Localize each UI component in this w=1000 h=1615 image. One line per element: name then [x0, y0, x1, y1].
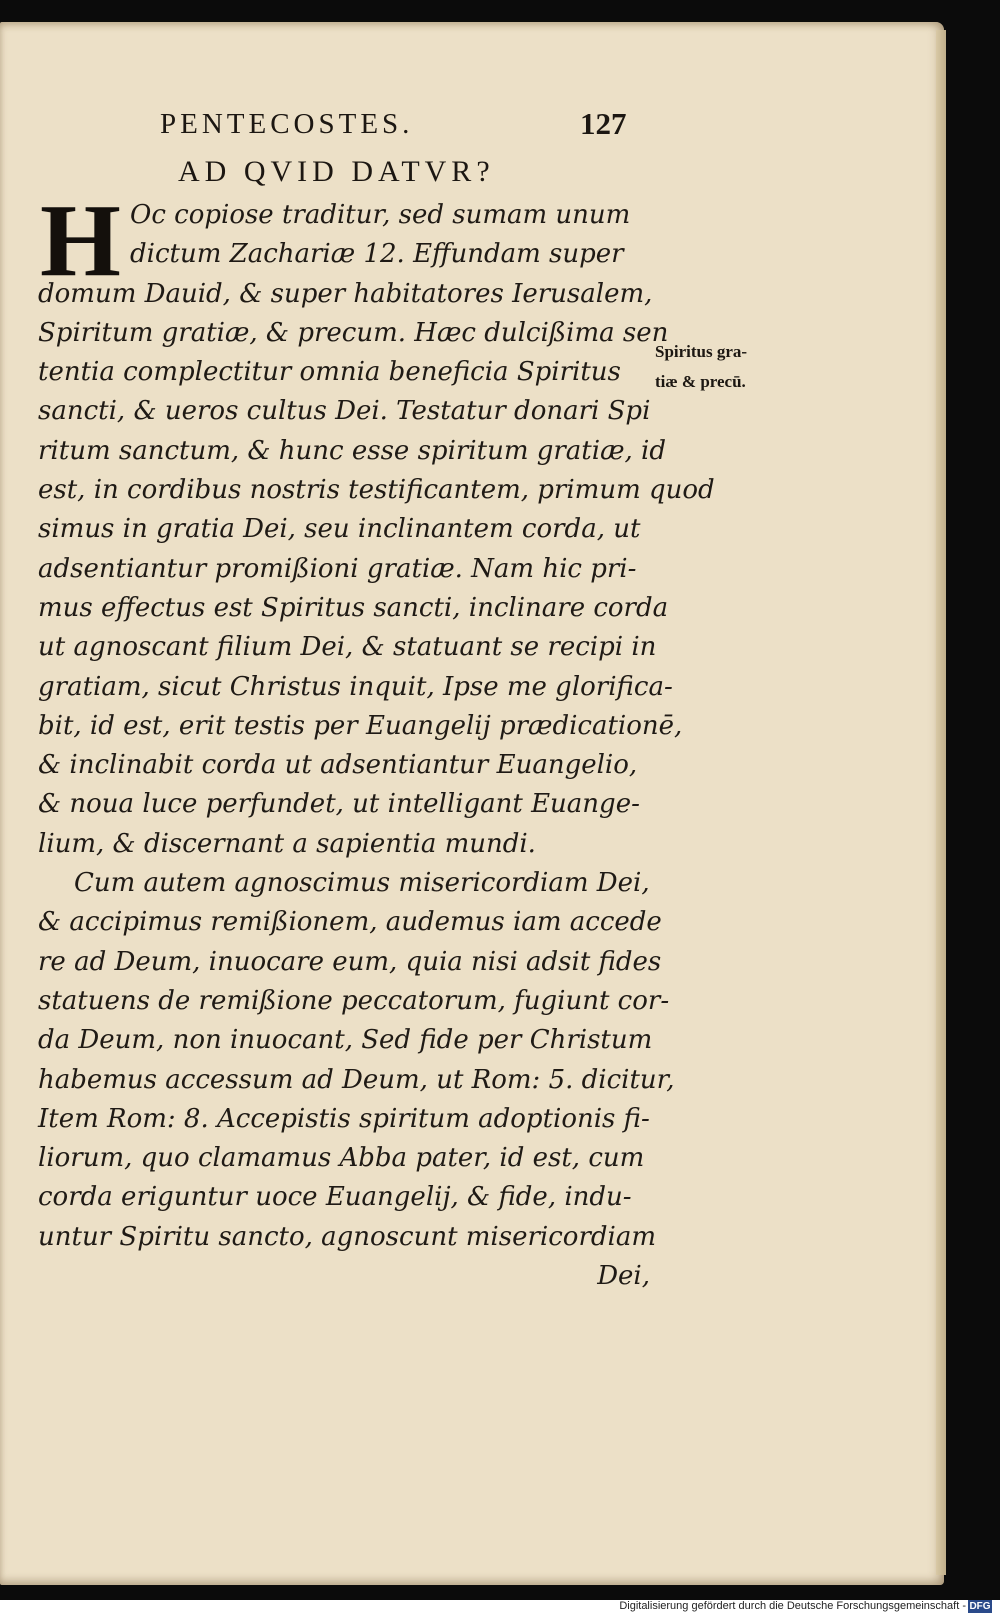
- digitization-credit: Digitalisierung gefördert durch die Deutsche Forschungsgemeinschaft -: [619, 1600, 966, 1612]
- text-line: untur Spiritu sancto, agnoscunt misericordiam: [38, 1221, 656, 1252]
- text-line: domum Dauid, & super habitatores Ierusalem,: [38, 278, 653, 309]
- text-line: simus in gratia Dei, seu inclinantem corda, ut: [38, 514, 641, 545]
- text-line: Cum autem agnoscimus misericordiam Dei,: [74, 868, 650, 899]
- text-line: da Deum, non inuocant, Sed fide per Christum: [38, 1025, 653, 1056]
- text-line: gratiam, sicut Christus inquit, Ipse me glorifica-: [38, 671, 673, 702]
- text-line: ritum sanctum, & hunc esse spiritum gratiæ, id: [38, 435, 666, 466]
- text-line: Item Rom: 8. Accepistis spiritum adoptionis fi-: [38, 1103, 650, 1134]
- section-heading: AD QVID DATVR?: [178, 155, 495, 188]
- text-line: tentia complectitur omnia beneficia Spiritus: [38, 357, 621, 388]
- page-number: 127: [580, 106, 627, 141]
- text-line: corda eriguntur uoce Euangelij, & fide, indu-: [38, 1182, 632, 1213]
- page-edge: [936, 30, 946, 1575]
- text-line: sancti, & ueros cultus Dei. Testatur donari Spi: [38, 396, 651, 427]
- text-line: mus effectus est Spiritus sancti, inclinare corda: [38, 592, 669, 623]
- text-line: bit, id est, erit testis per Euangelij prædicationē,: [38, 710, 683, 741]
- text-line: & inclinabit corda ut adsentiantur Euangelio,: [38, 750, 638, 781]
- text-line: habemus accessum ad Deum, ut Rom: 5. dicitur,: [38, 1064, 675, 1095]
- running-title: PENTECOSTES.: [160, 108, 414, 140]
- text-line: Oc copiose traditur, sed sumam unum: [130, 200, 631, 230]
- text-line: & accipimus remißionem, audemus iam accede: [38, 907, 662, 938]
- text-line: Spiritum gratiæ, & precum. Hæc dulcißima sen: [38, 317, 669, 348]
- text-line: & noua luce perfundet, ut intelligant Euange-: [38, 789, 640, 820]
- text-line: est, in cordibus nostris testificantem, primum quod: [38, 475, 715, 506]
- dfg-logo: DFG: [969, 1601, 991, 1612]
- marginal-note-line: tiæ & precū.: [655, 372, 746, 391]
- catchword: Dei,: [597, 1261, 650, 1292]
- text-line: liorum, quo clamamus Abba pater, id est, cum: [38, 1143, 645, 1174]
- text-line: adsentiantur promißioni gratiæ. Nam hic pri-: [38, 553, 637, 584]
- marginal-note: [655, 337, 747, 397]
- text-line: ut agnoscant filium Dei, & statuant se recipi in: [38, 632, 657, 663]
- text-line: lium, & discernant a sapientia mundi.: [38, 828, 536, 859]
- text-line: dictum Zachariæ 12. Effundam super: [130, 239, 624, 270]
- text-line: statuens de remißione peccatorum, fugiunt cor-: [38, 985, 670, 1016]
- text-line: re ad Deum, inuocare eum, quia nisi adsit fides: [38, 946, 662, 977]
- drop-cap: H: [40, 183, 121, 298]
- marginal-note-line: Spiritus gra-: [655, 342, 748, 361]
